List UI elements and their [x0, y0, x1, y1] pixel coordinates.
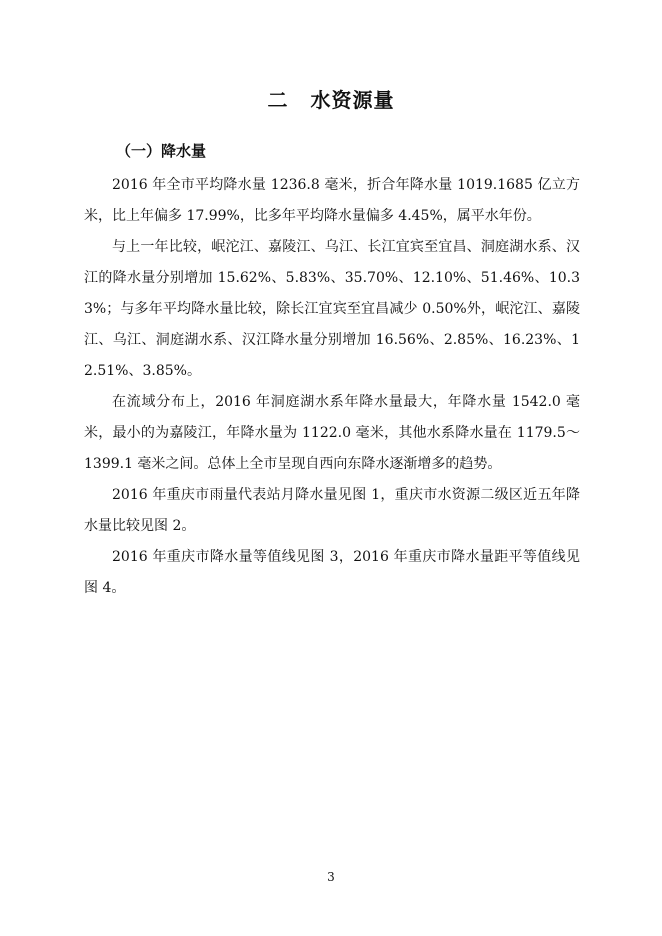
body-text [84, 170, 580, 604]
paragraph-basin-comparison: 与上一年比较，岷沱江、嘉陵江、乌江、长江宜宾至宜昌、洞庭湖水系、汉江的降水量分别增加 15.62%、5.83%、35.70%、12.10%、51.46%、10.33%；与多年平均降水量比较，除长江宜宾至宜昌减少 0.50%外，岷沱江、嘉陵江、乌江、洞庭湖水系、汉江降水量分别增加 16.56%、2.85%、16.23%、12.51%、3.85%。 [84, 239, 580, 379]
paragraph-figure-ref-1-2: 2016 年重庆市雨量代表站月降水量见图 1，重庆市水资源二级区近五年降水量比较见图 2。 [84, 487, 580, 534]
chapter-title-text: 水资源量 [310, 88, 395, 112]
chapter-number: 二 [267, 88, 289, 112]
chapter-title [0, 84, 662, 113]
paragraph-basin-distribution: 在流域分布上，2016 年洞庭湖水系年降水量最大，年降水量 1542.0 毫米，最小的为嘉陵江，年降水量为 1122.0 毫米，其他水系降水量在 1179.5～1399.1 毫米之间。总体上全市呈现自西向东降水逐渐增多的趋势。 [84, 394, 580, 472]
paragraph-annual-precipitation: 2016 年全市平均降水量 1236.8 毫米，折合年降水量 1019.1685 亿立方米，比上年偏多 17.99%，比多年平均降水量偏多 4.45%，属平水年份。 [84, 177, 580, 224]
paragraph-figure-ref-3-4: 2016 年重庆市降水量等值线见图 3，2016 年重庆市降水量距平等值线见图 4。 [84, 549, 580, 596]
section-title: （一）降水量 [116, 142, 207, 160]
page-number: 3 [327, 870, 335, 884]
